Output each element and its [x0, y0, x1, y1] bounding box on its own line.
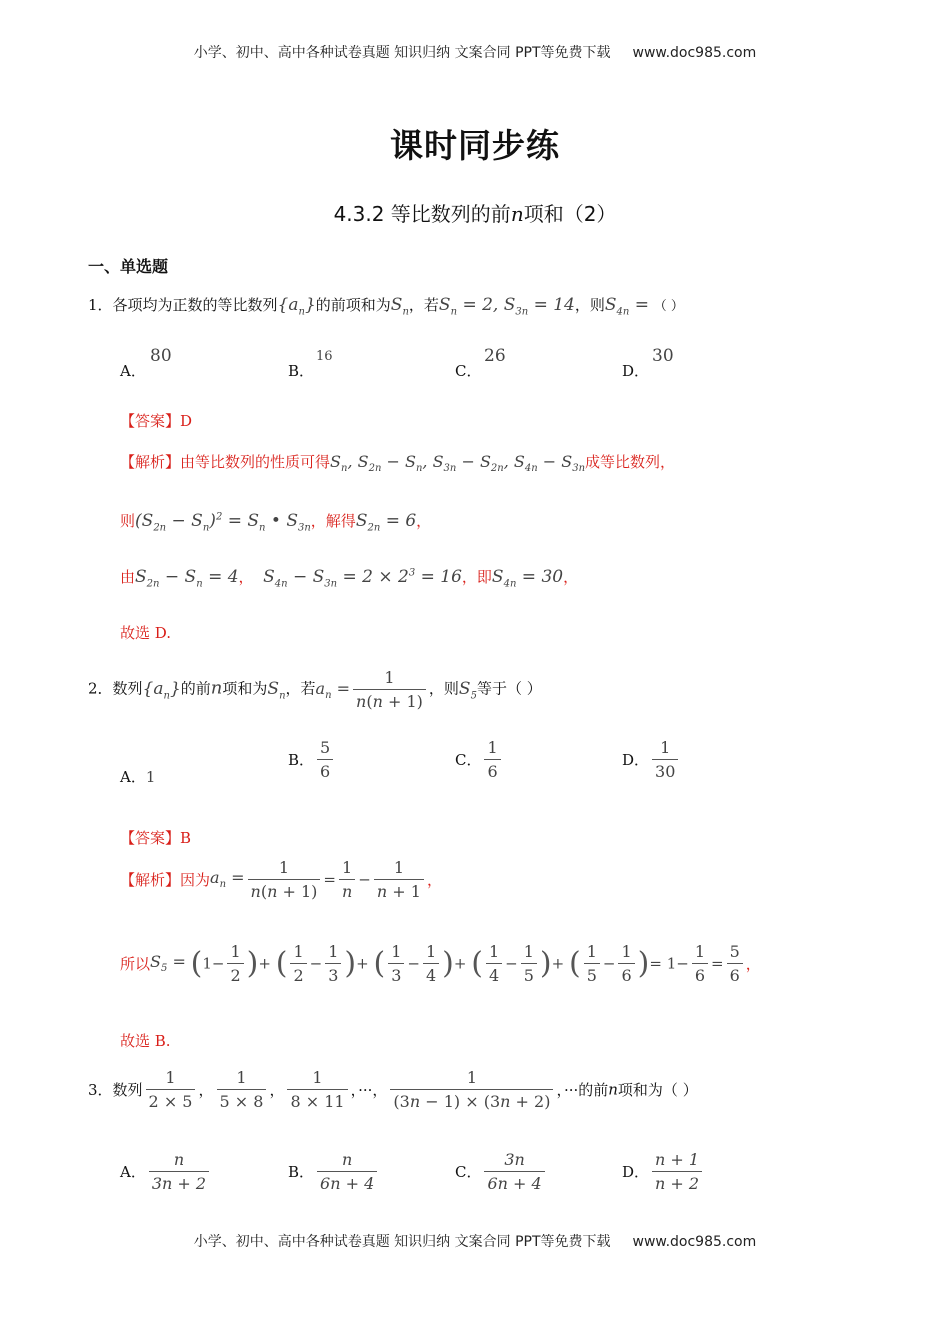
- header-text: 小学、初中、高中各种试卷真题 知识归纳 文案合同 PPT等免费下载: [193, 45, 611, 61]
- section-heading: 一、单选题: [88, 257, 169, 276]
- q1-analysis-1: 【解析】由等比数列的性质可得$S_n$, $S_{2n} - S_n$, $S_{3n} - S_{2n}$, $S_{4n} - S_{3n}$成等比数列，: [120, 452, 676, 475]
- page-title: 课时同步练: [390, 126, 560, 165]
- page-subtitle: 4.3.2 等比数列的前n项和（2）: [333, 202, 617, 226]
- q2-option-b: B． $\frac{5}{6}$: [288, 738, 336, 781]
- footer-text: 小学、初中、高中各种试卷真题 知识归纳 文案合同 PPT等免费下载: [193, 1234, 611, 1250]
- q1-option-d-value: 30: [652, 346, 674, 366]
- q3-option-c: C． $\frac{3n}{6n + 4}$: [455, 1150, 548, 1193]
- q2-option-c: C． $\frac{1}{6}$: [455, 738, 504, 781]
- q2-option-a: A．1: [120, 768, 156, 786]
- q1-stem: 1．各项均为正数的等比数列$\{a_n\}$的前项和为$S_n$，若$S_n = 2$, $S_{3n} = 14$，则$S_{4n}$ = （ ）: [88, 295, 684, 318]
- q1-analysis-3: 由$S_{2n} - S_n = 4$， $S_{4n} - S_{3n} = 2 \times 2^3 = 16$，即$S_{4n} = 30$，: [120, 567, 579, 590]
- page-header: [0, 42, 950, 62]
- q3-option-a: A． $\frac{n}{3n + 2}$: [120, 1150, 212, 1193]
- q3-option-b: B． $\frac{n}{6n + 4}$: [288, 1150, 380, 1193]
- q3-option-d: D． $\frac{n + 1}{n + 2}$: [622, 1150, 705, 1193]
- q1-option-c-value: 26: [484, 346, 506, 366]
- q2-answer: 【答案】B: [120, 829, 192, 847]
- q1-option-a: A．: [120, 362, 146, 380]
- q1-answer: 【答案】D: [120, 412, 193, 430]
- header-site: www.doc985.com: [632, 45, 757, 61]
- footer-site: www.doc985.com: [632, 1234, 757, 1250]
- q2-option-d: D． $\frac{1}{30}$: [622, 738, 681, 781]
- q1-option-d: D．: [622, 362, 650, 380]
- page-footer: [0, 1231, 950, 1251]
- q2-analysis-1: 【解析】因为$a_n$ = $\frac{1}{n(n + 1)}$ = $\frac{1}{n}$ − $\frac{1}{n + 1}$ ，: [120, 858, 442, 901]
- q2-stem-fraction: $\frac{1}{n(n + 1)}$: [353, 668, 426, 711]
- q1-analysis-2: 则$(S_{2n} - S_n)^2 = S_n$ • $S_{3n}$，解得$S_{2n} = 6$，: [120, 511, 432, 534]
- q2-stem: 2．数列$\{a_n\}$的前n项和为$S_n$，若$a_n$ = $\frac{1}{n(n + 1)}$ ，则$S_5$等于（ ）: [88, 668, 542, 711]
- q1-conclusion: 故选 D.: [120, 624, 172, 642]
- q2-conclusion: 故选 B.: [120, 1032, 171, 1050]
- q1-option-a-value: 80: [150, 346, 172, 366]
- q1-option-c: C．: [455, 362, 482, 380]
- q1-option-b: B．: [288, 362, 315, 380]
- q2-analysis-2: 所以$S_5 = (1-$ $\frac{1}{2}$ )+ ( $\frac{1}{2}$ − $\frac{1}{3}$ )+ ( $\frac{1}{3}$ − $\frac{1}{4}$ )+ ( $\frac{1}{4}$ − $\frac{1}{5}$ )+ ( $\frac{1}{5}$ − $\frac{1}{6}$ )= 1− $\frac{1}{6}$ = $\frac{5}{6}$ ，: [120, 942, 761, 985]
- q3-stem: 3．数列 $\frac{1}{2 \times 5}$ ， $\frac{1}{5 \times 8}$ ， $\frac{1}{8 \times 11}$ ，···， $\frac{1}{(3n - 1) \times (3n + 2)}$ ，···的前n项和为（ ）: [88, 1068, 698, 1111]
- q1-option-b-value: 16: [316, 349, 333, 364]
